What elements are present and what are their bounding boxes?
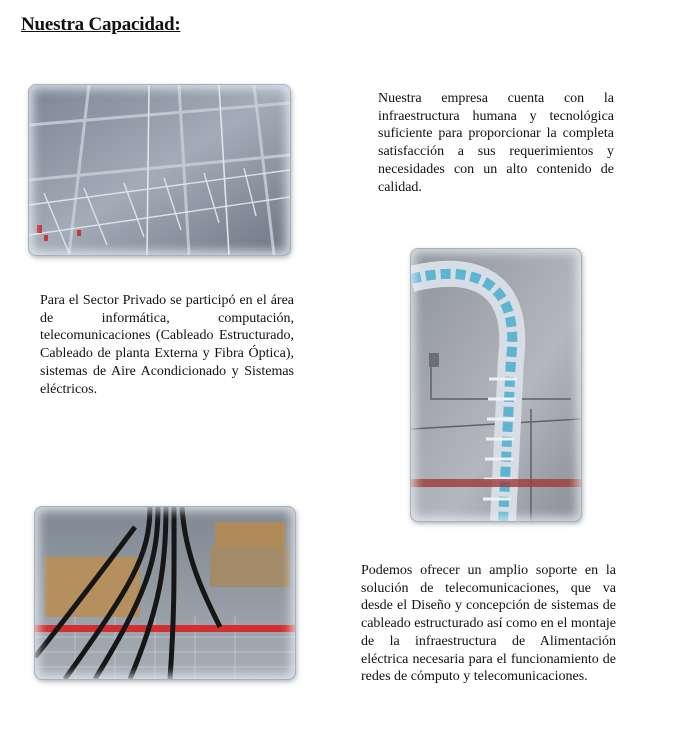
curved-cable-tray-photo [411,249,581,521]
cable-tray-ceiling-photo [29,85,290,255]
private-sector-paragraph: Para el Sector Privado se participó en el área de informática, computación, telecomunicaciones (Cableado Estructurado, Cableado de planta Externa y Fibra Óptica), sistemas de Aire Acondicionado y Sistemas eléctricos. [40,293,294,397]
page-title: Nuestra Capacidad: [21,14,181,35]
support-paragraph: Podemos ofrecer un amplio soporte en la solución de telecomunicaciones, que va desde el Diseño y concepción de sistemas de cableado estructurado así como en el montaje de la infraestructura de Alimentación eléctrica necesaria para el funcionamiento de redes de cómputo y telecomunicaciones. [361,563,617,685]
cable-installation-photo [35,507,295,679]
infrastructure-paragraph: Nuestra empresa cuenta con la infraestructura humana y tecnológica suficiente para proporcionar la completa satisfacción a sus requerimientos y necesidades con un alto contenido de calidad. [378,91,614,195]
